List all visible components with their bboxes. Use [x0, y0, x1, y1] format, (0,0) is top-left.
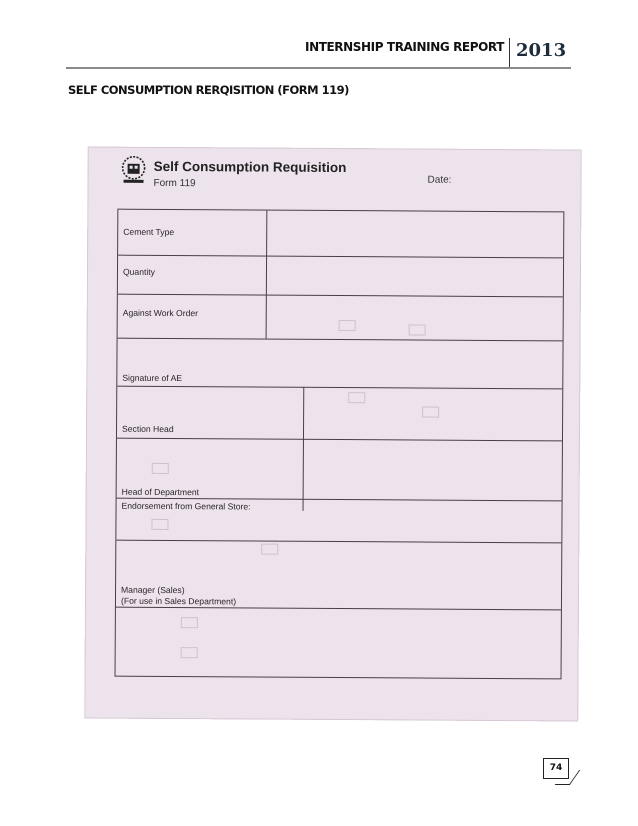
report-title: INTERNSHIP TRAINING REPORT: [305, 40, 504, 54]
manager-sales-label: Manager (Sales): [121, 584, 185, 596]
header-separator: [509, 38, 510, 68]
page-number: 74: [543, 758, 569, 779]
sales-use-label: (For use in Sales Department): [120, 595, 237, 607]
requisition-table: [115, 209, 565, 680]
column-divider: [266, 211, 268, 339]
date-label: Date:: [427, 174, 452, 186]
form-number: Form 119: [153, 177, 196, 190]
row-divider: [116, 540, 561, 544]
section-title: SELF CONSUMPTION RERQISITION (FORM 119): [68, 83, 349, 97]
row-divider: [117, 386, 562, 390]
row-divider: [117, 438, 562, 442]
column-divider: [303, 387, 305, 511]
header-rule: [66, 67, 571, 69]
row-divider: [118, 255, 563, 259]
section-head-label: Section Head: [121, 423, 174, 435]
row-divider: [118, 338, 563, 342]
signature-ae-label: Signature of AE: [122, 372, 183, 384]
quantity-label: Quantity: [122, 266, 156, 277]
report-year: 2013: [516, 40, 567, 61]
endorsement-label: Endorsement from General Store:: [121, 500, 251, 512]
against-work-order-label: Against Work Order: [122, 307, 199, 319]
company-logo-icon: [120, 155, 148, 185]
scanned-form-image: [84, 146, 581, 721]
head-of-department-label: Head of Department: [121, 486, 200, 498]
cement-type-label: Cement Type: [123, 226, 175, 238]
row-divider: [116, 607, 561, 611]
row-divider: [118, 294, 563, 298]
form-title: Self Consumption Requisition: [153, 158, 347, 176]
